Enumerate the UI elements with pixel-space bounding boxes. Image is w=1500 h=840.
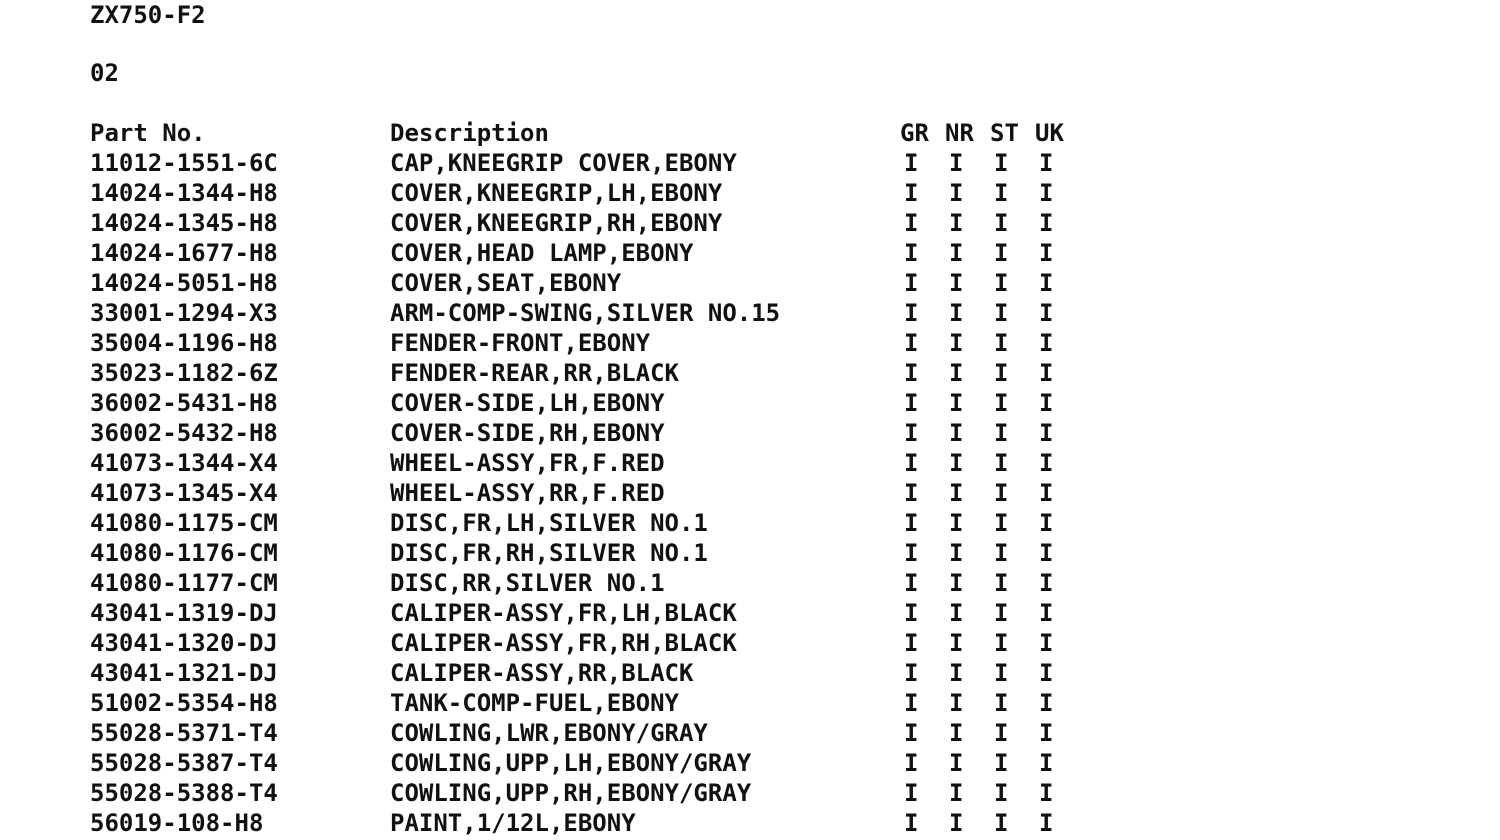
- gr-cell: I: [904, 599, 919, 627]
- gr-cell: I: [904, 689, 919, 717]
- nr-cell: I: [949, 809, 964, 837]
- st-cell: I: [994, 689, 1009, 717]
- uk-cell: I: [1039, 569, 1054, 597]
- gr-cell: I: [904, 629, 919, 657]
- part-number-cell: 14024-5051-H8: [90, 269, 278, 297]
- description-cell: DISC,FR,LH,SILVER NO.1: [390, 509, 708, 537]
- table-row: [90, 418, 1090, 448]
- uk-cell: I: [1039, 449, 1054, 477]
- header-part-no: Part No.: [90, 119, 206, 147]
- gr-cell: I: [904, 329, 919, 357]
- description-cell: DISC,RR,SILVER NO.1: [390, 569, 665, 597]
- nr-cell: I: [949, 419, 964, 447]
- uk-cell: I: [1039, 539, 1054, 567]
- part-number-cell: 14024-1345-H8: [90, 209, 278, 237]
- table-row: [90, 448, 1090, 478]
- nr-cell: I: [949, 269, 964, 297]
- gr-cell: I: [904, 419, 919, 447]
- uk-cell: I: [1039, 239, 1054, 267]
- part-number-cell: 35023-1182-6Z: [90, 359, 278, 387]
- uk-cell: I: [1039, 779, 1054, 807]
- st-cell: I: [994, 239, 1009, 267]
- nr-cell: I: [949, 449, 964, 477]
- uk-cell: I: [1039, 629, 1054, 657]
- table-row: [90, 508, 1090, 538]
- gr-cell: I: [904, 449, 919, 477]
- gr-cell: I: [904, 359, 919, 387]
- nr-cell: I: [949, 569, 964, 597]
- gr-cell: I: [904, 209, 919, 237]
- header-gr: GR: [900, 119, 929, 147]
- st-cell: I: [994, 299, 1009, 327]
- table-row: [90, 778, 1090, 808]
- gr-cell: I: [904, 809, 919, 837]
- description-cell: COVER,SEAT,EBONY: [390, 269, 622, 297]
- st-cell: I: [994, 149, 1009, 177]
- part-number-cell: 55028-5371-T4: [90, 719, 278, 747]
- part-number-cell: 43041-1319-DJ: [90, 599, 278, 627]
- part-number-cell: 41080-1177-CM: [90, 569, 278, 597]
- part-number-cell: 51002-5354-H8: [90, 689, 278, 717]
- nr-cell: I: [949, 479, 964, 507]
- st-cell: I: [994, 539, 1009, 567]
- table-row: [90, 538, 1090, 568]
- description-cell: CALIPER-ASSY,FR,RH,BLACK: [390, 629, 737, 657]
- gr-cell: I: [904, 659, 919, 687]
- st-cell: I: [994, 179, 1009, 207]
- description-cell: CALIPER-ASSY,FR,LH,BLACK: [390, 599, 737, 627]
- gr-cell: I: [904, 539, 919, 567]
- part-number-cell: 36002-5431-H8: [90, 389, 278, 417]
- st-cell: I: [994, 779, 1009, 807]
- part-number-cell: 43041-1320-DJ: [90, 629, 278, 657]
- nr-cell: I: [949, 179, 964, 207]
- table-body: [90, 148, 1090, 838]
- uk-cell: I: [1039, 359, 1054, 387]
- gr-cell: I: [904, 479, 919, 507]
- uk-cell: I: [1039, 749, 1054, 777]
- uk-cell: I: [1039, 599, 1054, 627]
- part-number-cell: 56019-108-H8: [90, 809, 264, 837]
- description-cell: DISC,FR,RH,SILVER NO.1: [390, 539, 708, 567]
- uk-cell: I: [1039, 389, 1054, 417]
- table-row: [90, 808, 1090, 838]
- table-row: [90, 658, 1090, 688]
- table-row: [90, 178, 1090, 208]
- part-number-cell: 14024-1677-H8: [90, 239, 278, 267]
- description-cell: COVER-SIDE,RH,EBONY: [390, 419, 665, 447]
- part-number-cell: 41080-1175-CM: [90, 509, 278, 537]
- part-number-cell: 35004-1196-H8: [90, 329, 278, 357]
- description-cell: COVER,KNEEGRIP,RH,EBONY: [390, 209, 723, 237]
- description-cell: COVER,KNEEGRIP,LH,EBONY: [390, 179, 723, 207]
- table-row: [90, 328, 1090, 358]
- uk-cell: I: [1039, 299, 1054, 327]
- st-cell: I: [994, 629, 1009, 657]
- description-cell: FENDER-REAR,RR,BLACK: [390, 359, 679, 387]
- st-cell: I: [994, 569, 1009, 597]
- nr-cell: I: [949, 749, 964, 777]
- gr-cell: I: [904, 779, 919, 807]
- uk-cell: I: [1039, 269, 1054, 297]
- table-row: [90, 478, 1090, 508]
- st-cell: I: [994, 659, 1009, 687]
- part-number-cell: 55028-5388-T4: [90, 779, 278, 807]
- gr-cell: I: [904, 719, 919, 747]
- description-cell: COWLING,UPP,RH,EBONY/GRAY: [390, 779, 752, 807]
- part-number-cell: 55028-5387-T4: [90, 749, 278, 777]
- header-st: ST: [990, 119, 1019, 147]
- description-cell: CAP,KNEEGRIP COVER,EBONY: [390, 149, 737, 177]
- description-cell: WHEEL-ASSY,RR,F.RED: [390, 479, 665, 507]
- st-cell: I: [994, 509, 1009, 537]
- table-row: [90, 748, 1090, 778]
- table-row: [90, 358, 1090, 388]
- nr-cell: I: [949, 719, 964, 747]
- uk-cell: I: [1039, 149, 1054, 177]
- table-row: [90, 598, 1090, 628]
- gr-cell: I: [904, 749, 919, 777]
- nr-cell: I: [949, 209, 964, 237]
- description-cell: WHEEL-ASSY,FR,F.RED: [390, 449, 665, 477]
- st-cell: I: [994, 209, 1009, 237]
- nr-cell: I: [949, 239, 964, 267]
- st-cell: I: [994, 389, 1009, 417]
- description-cell: ARM-COMP-SWING,SILVER NO.15: [390, 299, 781, 327]
- description-cell: COWLING,UPP,LH,EBONY/GRAY: [390, 749, 752, 777]
- part-number-cell: 11012-1551-6C: [90, 149, 278, 177]
- table-row: [90, 268, 1090, 298]
- uk-cell: I: [1039, 809, 1054, 837]
- st-cell: I: [994, 809, 1009, 837]
- description-cell: PAINT,1/12L,EBONY: [390, 809, 636, 837]
- gr-cell: I: [904, 239, 919, 267]
- uk-cell: I: [1039, 719, 1054, 747]
- nr-cell: I: [949, 359, 964, 387]
- table-row: [90, 388, 1090, 418]
- table-row: [90, 718, 1090, 748]
- st-cell: I: [994, 449, 1009, 477]
- table-row: [90, 238, 1090, 268]
- description-cell: CALIPER-ASSY,RR,BLACK: [390, 659, 694, 687]
- nr-cell: I: [949, 389, 964, 417]
- description-cell: COWLING,LWR,EBONY/GRAY: [390, 719, 708, 747]
- uk-cell: I: [1039, 419, 1054, 447]
- nr-cell: I: [949, 659, 964, 687]
- table-row: [90, 298, 1090, 328]
- uk-cell: I: [1039, 689, 1054, 717]
- table-row: [90, 208, 1090, 238]
- uk-cell: I: [1039, 179, 1054, 207]
- nr-cell: I: [949, 149, 964, 177]
- description-cell: FENDER-FRONT,EBONY: [390, 329, 651, 357]
- uk-cell: I: [1039, 659, 1054, 687]
- table-row: [90, 688, 1090, 718]
- description-cell: TANK-COMP-FUEL,EBONY: [390, 689, 679, 717]
- description-cell: COVER,HEAD LAMP,EBONY: [390, 239, 694, 267]
- uk-cell: I: [1039, 479, 1054, 507]
- nr-cell: I: [949, 629, 964, 657]
- gr-cell: I: [904, 569, 919, 597]
- part-number-cell: 43041-1321-DJ: [90, 659, 278, 687]
- st-cell: I: [994, 479, 1009, 507]
- part-number-cell: 36002-5432-H8: [90, 419, 278, 447]
- part-number-cell: 41073-1344-X4: [90, 449, 278, 477]
- part-number-cell: 41080-1176-CM: [90, 539, 278, 567]
- st-cell: I: [994, 719, 1009, 747]
- table-row: [90, 568, 1090, 598]
- nr-cell: I: [949, 689, 964, 717]
- nr-cell: I: [949, 509, 964, 537]
- gr-cell: I: [904, 509, 919, 537]
- part-number-cell: 14024-1344-H8: [90, 179, 278, 207]
- nr-cell: I: [949, 779, 964, 807]
- parts-table: [90, 118, 1090, 838]
- table-header-row: [90, 118, 1090, 148]
- header-description: Description: [390, 119, 549, 147]
- st-cell: I: [994, 359, 1009, 387]
- uk-cell: I: [1039, 329, 1054, 357]
- st-cell: I: [994, 269, 1009, 297]
- header-uk: UK: [1035, 119, 1064, 147]
- table-row: [90, 628, 1090, 658]
- st-cell: I: [994, 749, 1009, 777]
- model-code: ZX750-F2: [90, 1, 206, 29]
- uk-cell: I: [1039, 509, 1054, 537]
- header-nr: NR: [945, 119, 974, 147]
- nr-cell: I: [949, 299, 964, 327]
- part-number-cell: 33001-1294-X3: [90, 299, 278, 327]
- section-code: 02: [90, 59, 119, 87]
- nr-cell: I: [949, 329, 964, 357]
- gr-cell: I: [904, 149, 919, 177]
- gr-cell: I: [904, 299, 919, 327]
- table-row: [90, 148, 1090, 178]
- gr-cell: I: [904, 179, 919, 207]
- st-cell: I: [994, 329, 1009, 357]
- uk-cell: I: [1039, 209, 1054, 237]
- part-number-cell: 41073-1345-X4: [90, 479, 278, 507]
- gr-cell: I: [904, 269, 919, 297]
- st-cell: I: [994, 599, 1009, 627]
- nr-cell: I: [949, 539, 964, 567]
- gr-cell: I: [904, 389, 919, 417]
- st-cell: I: [994, 419, 1009, 447]
- description-cell: COVER-SIDE,LH,EBONY: [390, 389, 665, 417]
- nr-cell: I: [949, 599, 964, 627]
